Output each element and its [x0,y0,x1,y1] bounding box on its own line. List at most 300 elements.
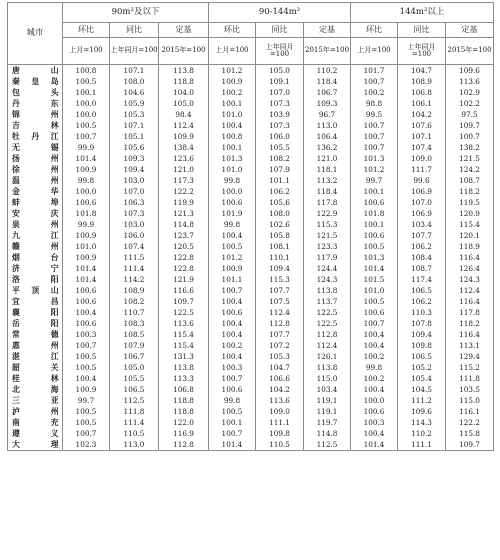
index-value-cell: 100.4 [351,429,398,440]
city-name-cell: 襄阳 [8,308,63,319]
table-row [8,143,494,154]
index-value-cell: 119.7 [304,418,351,429]
city-name-cell: 泉州 [8,220,63,231]
index-value-cell: 100.6 [351,308,398,319]
index-value-cell: 122.2 [159,187,209,198]
index-value-cell: 100.2 [351,352,398,363]
index-value-cell: 102.2 [446,99,494,110]
index-value-cell: 110.7 [110,308,159,319]
price-index-table-wrapper [7,2,494,451]
index-value-cell: 100.4 [351,341,398,352]
table-row [8,65,494,77]
index-value-cell: 115.8 [446,429,494,440]
index-value-cell: 110.2 [398,429,446,440]
index-value-cell: 107.5 [256,297,304,308]
index-value-cell: 111.5 [110,253,159,264]
index-value-cell: 123.7 [159,231,209,242]
index-value-cell: 108.0 [256,209,304,220]
index-value-cell: 105.0 [159,99,209,110]
index-value-cell: 100.0 [63,110,110,121]
index-value-cell: 100.7 [63,429,110,440]
city-name-cell: 无锡 [8,143,63,154]
col-header-fixed-base: 定基 [159,23,209,38]
index-value-cell: 114.8 [159,220,209,231]
index-value-cell: 97.5 [446,110,494,121]
index-value-cell: 116.6 [159,286,209,297]
index-value-cell: 105.9 [110,99,159,110]
index-value-cell: 113.8 [159,363,209,374]
index-value-cell: 109.7 [446,440,494,451]
index-value-cell: 100.7 [351,77,398,88]
group-label: 90m²及以下 [111,7,160,18]
index-value-cell: 100.5 [209,242,256,253]
table-row [8,319,494,330]
index-value-cell: 117.4 [398,275,446,286]
index-value-cell: 101.0 [351,286,398,297]
index-value-cell: 106.9 [398,209,446,220]
index-value-cell: 109.0 [398,154,446,165]
city-name-cell: 赣州 [8,242,63,253]
index-value-cell: 100.6 [209,308,256,319]
index-value-cell: 100.1 [209,99,256,110]
index-value-cell: 104.2 [398,110,446,121]
index-value-cell: 100.7 [209,286,256,297]
table-row [8,330,494,341]
city-name-cell: 泸州 [8,407,63,418]
index-value-cell: 100.6 [351,231,398,242]
table-row [8,352,494,363]
index-value-cell: 100.4 [209,231,256,242]
header-base-row [8,38,494,65]
index-value-cell: 107.8 [398,319,446,330]
base-header-last-year-same-month: 上年同月=100 [110,38,159,65]
col-header-mom: 环比 [351,23,398,38]
index-value-cell: 120.9 [446,209,494,220]
index-value-cell: 100.7 [209,374,256,385]
index-value-cell: 113.2 [304,176,351,187]
index-value-cell: 119.5 [446,198,494,209]
index-value-cell: 100.4 [351,330,398,341]
index-value-cell: 101.4 [351,264,398,275]
city-name-cell: 烟台 [8,253,63,264]
index-value-cell: 109.1 [256,77,304,88]
index-value-cell: 100.5 [63,121,110,132]
index-value-cell: 104.6 [110,88,159,99]
index-value-cell: 115.4 [159,341,209,352]
index-value-cell: 122.8 [159,253,209,264]
index-value-cell: 106.4 [304,132,351,143]
index-value-cell: 117.3 [159,176,209,187]
index-value-cell: 122.5 [304,308,351,319]
index-value-cell: 107.1 [398,132,446,143]
index-value-cell: 100.9 [209,77,256,88]
index-value-cell: 118.4 [304,77,351,88]
index-value-cell: 101.3 [351,253,398,264]
index-value-cell: 107.4 [398,143,446,154]
index-value-cell: 113.0 [304,121,351,132]
index-value-cell: 109.3 [110,154,159,165]
index-value-cell: 103.9 [256,110,304,121]
city-name-cell: 安庆 [8,209,63,220]
index-value-cell: 109.7 [159,297,209,308]
index-value-cell: 111.4 [110,264,159,275]
city-name-cell: 三亚 [8,396,63,407]
index-value-cell: 112.4 [159,121,209,132]
index-value-cell: 100.5 [63,77,110,88]
table-row [8,88,494,99]
index-value-cell: 115.4 [446,220,494,231]
index-value-cell: 105.6 [110,143,159,154]
index-value-cell: 100.6 [351,407,398,418]
index-value-cell: 108.5 [110,330,159,341]
index-value-cell: 100.7 [351,121,398,132]
index-value-cell: 106.0 [256,132,304,143]
index-value-cell: 99.8 [209,396,256,407]
city-column-header: 城市 [8,3,63,65]
index-value-cell: 106.2 [256,187,304,198]
table-row [8,253,494,264]
table-row [8,374,494,385]
index-value-cell: 107.7 [256,286,304,297]
index-value-cell: 117.9 [304,253,351,264]
index-value-cell: 120.5 [159,242,209,253]
index-value-cell: 115.0 [446,396,494,407]
index-value-cell: 103.5 [446,385,494,396]
index-value-cell: 100.9 [63,253,110,264]
index-value-cell: 118.8 [159,396,209,407]
index-value-cell: 122.0 [159,418,209,429]
index-value-cell: 109.6 [446,65,494,77]
index-value-cell: 126.1 [304,352,351,363]
index-value-cell: 108.7 [398,264,446,275]
base-header-last-month: 上月=100 [351,38,398,65]
header-col-row [8,23,494,38]
index-value-cell: 109.0 [256,407,304,418]
base-header-2015: 2015年=100 [159,38,209,65]
index-value-cell: 100.6 [63,319,110,330]
index-value-cell: 123.6 [159,154,209,165]
index-value-cell: 112.4 [304,341,351,352]
city-name-cell: 牡丹江 [8,132,63,143]
index-value-cell: 113.8 [304,286,351,297]
index-value-cell: 105.5 [256,143,304,154]
index-value-cell: 108.4 [398,253,446,264]
index-value-cell: 100.0 [63,187,110,198]
index-value-cell: 109.7 [446,121,494,132]
index-value-cell: 116.9 [159,429,209,440]
index-value-cell: 100.6 [351,198,398,209]
index-value-cell: 111.2 [398,396,446,407]
index-value-cell: 105.3 [110,110,159,121]
index-value-cell: 116.1 [446,407,494,418]
index-value-cell: 109.3 [304,99,351,110]
table-row [8,308,494,319]
group-label: 144m²以上 [399,7,445,18]
index-value-cell: 100.4 [209,121,256,132]
index-value-cell: 121.5 [304,231,351,242]
index-value-cell: 105.4 [398,374,446,385]
index-value-cell: 112.8 [159,440,209,451]
index-value-cell: 101.7 [351,65,398,77]
index-value-cell: 100.4 [63,374,110,385]
index-value-cell: 118.8 [159,407,209,418]
index-value-cell: 124.3 [446,275,494,286]
index-value-cell: 103.4 [304,385,351,396]
index-value-cell: 102.3 [63,440,110,451]
price-index-table [7,2,494,451]
index-value-cell: 100.0 [351,396,398,407]
city-name-cell: 徐州 [8,165,63,176]
index-value-cell: 101.8 [351,209,398,220]
index-value-cell: 99.9 [63,220,110,231]
index-value-cell: 106.3 [110,198,159,209]
index-value-cell: 115.4 [159,330,209,341]
index-value-cell: 119.9 [159,198,209,209]
index-value-cell: 100.5 [351,242,398,253]
col-header-yoy: 同比 [110,23,159,38]
table-row [8,429,494,440]
table-row [8,363,494,374]
index-value-cell: 100.3 [63,330,110,341]
index-value-cell: 100.8 [63,65,110,77]
index-value-cell: 113.6 [446,77,494,88]
index-value-cell: 100.4 [209,330,256,341]
index-value-cell: 104.2 [256,385,304,396]
city-name-cell: 常德 [8,330,63,341]
index-value-cell: 110.5 [110,429,159,440]
index-value-cell: 100.6 [209,385,256,396]
index-value-cell: 105.2 [398,363,446,374]
index-value-cell: 100.7 [63,132,110,143]
table-row [8,297,494,308]
index-value-cell: 98.4 [159,110,209,121]
index-value-cell: 108.7 [446,176,494,187]
index-value-cell: 100.1 [209,418,256,429]
index-value-cell: 107.6 [398,121,446,132]
col-header-fixed-base: 定基 [446,23,494,38]
index-value-cell: 101.2 [209,253,256,264]
index-value-cell: 100.8 [209,132,256,143]
city-name-cell: 九江 [8,231,63,242]
index-value-cell: 138.2 [446,143,494,154]
city-name-cell: 湛江 [8,352,63,363]
index-value-cell: 106.6 [256,374,304,385]
table-row [8,154,494,165]
index-value-cell: 126.4 [446,264,494,275]
index-value-cell: 101.1 [209,275,256,286]
index-value-cell: 110.3 [398,308,446,319]
index-value-cell: 109.6 [398,407,446,418]
index-value-cell: 100.6 [63,198,110,209]
city-name-cell: 洛阳 [8,275,63,286]
table-row [8,99,494,110]
index-value-cell: 119.1 [304,407,351,418]
index-value-cell: 101.3 [209,154,256,165]
index-value-cell: 100.4 [209,319,256,330]
index-value-cell: 109.4 [110,165,159,176]
index-value-cell: 107.7 [398,231,446,242]
index-value-cell: 100.2 [209,341,256,352]
index-value-cell: 114.8 [304,429,351,440]
index-value-cell: 100.7 [351,132,398,143]
table-row [8,440,494,451]
index-value-cell: 111.1 [256,418,304,429]
index-value-cell: 106.2 [398,297,446,308]
index-value-cell: 108.2 [256,154,304,165]
index-value-cell: 100.6 [63,286,110,297]
index-value-cell: 99.8 [351,363,398,374]
table-row [8,132,494,143]
index-value-cell: 101.0 [209,110,256,121]
index-value-cell: 121.9 [159,275,209,286]
index-value-cell: 100.5 [63,407,110,418]
index-value-cell: 101.9 [209,209,256,220]
table-row [8,407,494,418]
city-name-cell: 温州 [8,176,63,187]
index-value-cell: 101.4 [63,264,110,275]
city-name-cell: 大理 [8,440,63,451]
index-value-cell: 99.9 [63,143,110,154]
index-value-cell: 98.8 [351,99,398,110]
base-header-last-year-same-month: 上年同月=100 [256,38,304,65]
index-value-cell: 118.2 [446,187,494,198]
index-value-cell: 113.6 [256,396,304,407]
table-row [8,176,494,187]
index-value-cell: 105.0 [256,65,304,77]
index-value-cell: 101.0 [63,242,110,253]
index-value-cell: 106.8 [159,385,209,396]
table-row [8,220,494,231]
index-value-cell: 101.0 [209,165,256,176]
index-value-cell: 100.1 [351,187,398,198]
index-value-cell: 103.0 [110,220,159,231]
index-value-cell: 121.0 [304,154,351,165]
index-value-cell: 110.2 [304,65,351,77]
index-value-cell: 100.5 [63,418,110,429]
index-value-cell: 136.2 [304,143,351,154]
index-value-cell: 101.3 [351,154,398,165]
index-value-cell: 118.1 [304,165,351,176]
city-name-cell: 遵义 [8,429,63,440]
col-header-yoy: 同比 [398,23,446,38]
index-value-cell: 121.5 [446,154,494,165]
table-row [8,341,494,352]
city-name-cell: 秦皇岛 [8,77,63,88]
index-value-cell: 116.4 [446,297,494,308]
index-value-cell: 111.7 [398,165,446,176]
index-value-cell: 111.8 [446,374,494,385]
index-value-cell: 100.1 [63,88,110,99]
index-value-cell: 107.0 [398,198,446,209]
index-value-cell: 109.4 [256,264,304,275]
table-row [8,385,494,396]
table-row [8,187,494,198]
city-name-cell: 锦州 [8,110,63,121]
index-value-cell: 122.5 [159,308,209,319]
index-value-cell: 107.3 [256,99,304,110]
index-value-cell: 114.2 [110,275,159,286]
index-value-cell: 118.8 [159,77,209,88]
index-value-cell: 100.5 [63,363,110,374]
index-value-cell: 106.7 [304,88,351,99]
index-value-cell: 104.7 [398,65,446,77]
index-value-cell: 100.4 [209,297,256,308]
index-value-cell: 101.4 [351,440,398,451]
index-value-cell: 121.0 [159,165,209,176]
index-value-cell: 100.6 [209,198,256,209]
index-value-cell: 113.6 [159,319,209,330]
city-name-cell: 扬州 [8,154,63,165]
index-value-cell: 124.2 [446,165,494,176]
index-value-cell: 100.7 [446,132,494,143]
index-value-cell: 100.9 [63,231,110,242]
index-value-cell: 109.8 [256,429,304,440]
index-value-cell: 101.4 [63,154,110,165]
group-header-90-144 [209,3,351,23]
index-value-cell: 103.0 [110,176,159,187]
city-name-cell: 吉林 [8,121,63,132]
city-name-cell: 宜昌 [8,297,63,308]
index-value-cell: 100.2 [209,88,256,99]
index-value-cell: 122.2 [446,418,494,429]
col-header-yoy: 同比 [256,23,304,38]
index-value-cell: 105.8 [256,231,304,242]
index-value-cell: 122.5 [304,319,351,330]
index-value-cell: 96.7 [304,110,351,121]
index-value-cell: 116.4 [446,253,494,264]
index-value-cell: 100.0 [63,99,110,110]
index-value-cell: 101.4 [63,275,110,286]
index-value-cell: 101.2 [209,65,256,77]
index-value-cell: 117.8 [304,198,351,209]
index-value-cell: 100.4 [209,352,256,363]
index-value-cell: 109.8 [398,341,446,352]
city-name-cell: 金华 [8,187,63,198]
index-value-cell: 129.4 [446,352,494,363]
index-value-cell: 107.1 [110,121,159,132]
header-group-row [8,3,494,23]
index-value-cell: 122.9 [304,209,351,220]
group-header-144-and-above [351,3,494,23]
table-row [8,110,494,121]
index-value-cell: 107.7 [256,330,304,341]
city-name-cell: 济宁 [8,264,63,275]
index-value-cell: 122.8 [159,264,209,275]
index-value-cell: 115.2 [446,363,494,374]
base-header-last-month: 上月=100 [63,38,110,65]
index-value-cell: 100.7 [209,429,256,440]
index-value-cell: 113.3 [159,374,209,385]
index-value-cell: 124.4 [304,264,351,275]
index-value-cell: 107.2 [256,341,304,352]
index-value-cell: 113.8 [159,65,209,77]
index-value-cell: 99.8 [63,176,110,187]
index-value-cell: 107.0 [110,187,159,198]
city-name-cell: 唐山 [8,65,63,77]
index-value-cell: 110.1 [256,253,304,264]
index-value-cell: 100.9 [63,165,110,176]
index-value-cell: 101.1 [256,176,304,187]
index-value-cell: 106.5 [398,352,446,363]
index-value-cell: 124.3 [304,275,351,286]
index-value-cell: 106.8 [398,88,446,99]
index-value-cell: 113.1 [446,341,494,352]
index-value-cell: 121.3 [159,209,209,220]
base-header-last-year-same-month: 上年同月=100 [398,38,446,65]
index-value-cell: 100.2 [351,374,398,385]
table-row [8,121,494,132]
city-name-cell: 南充 [8,418,63,429]
